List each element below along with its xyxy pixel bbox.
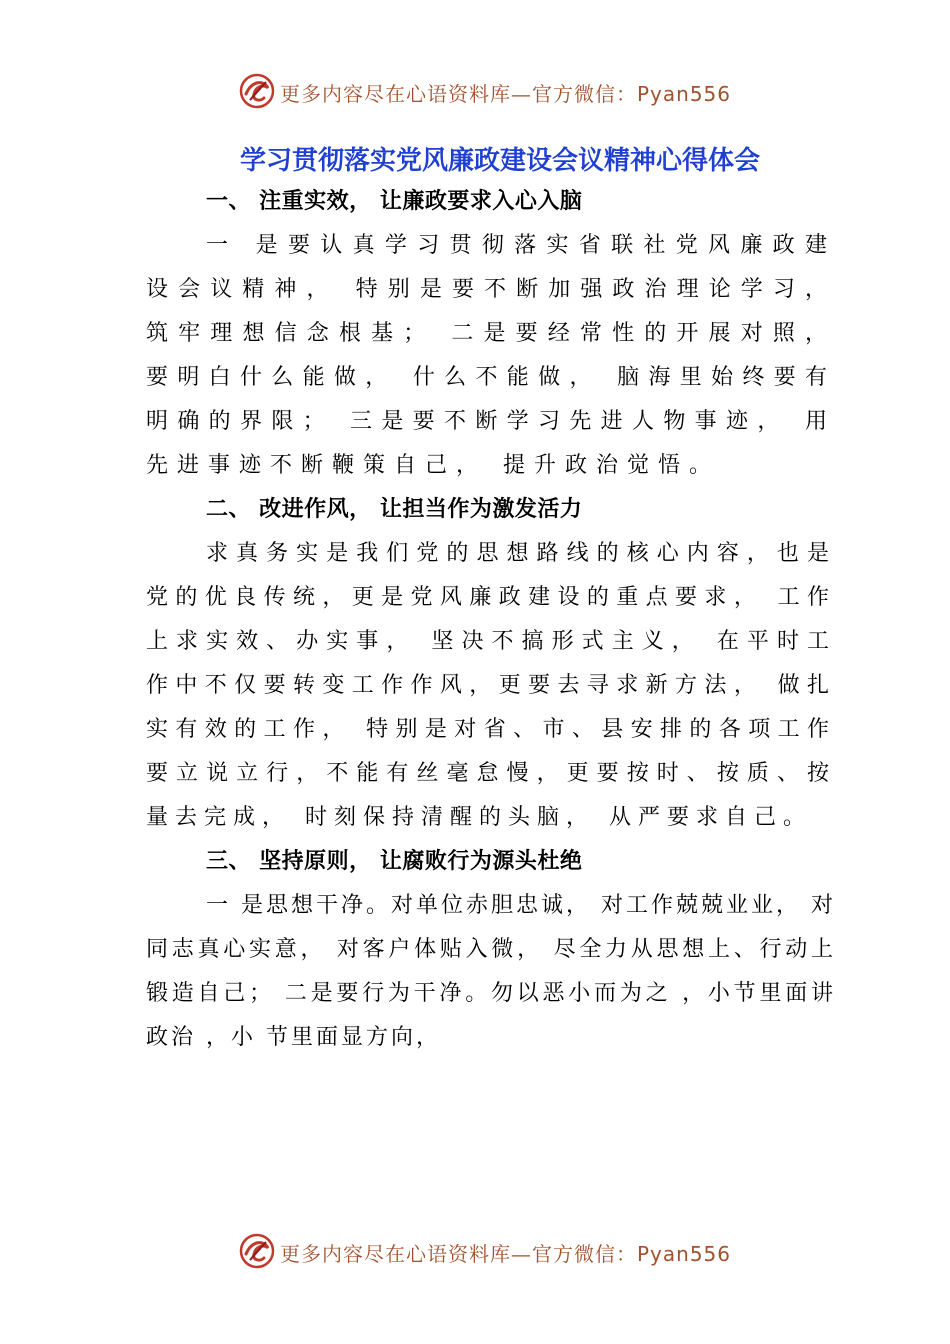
- section-heading-1: 一、 注重实效， 让廉政要求入心入脑: [206, 189, 583, 214]
- wechat-id: Pyan556: [637, 1242, 732, 1266]
- document-body: [146, 180, 836, 1060]
- circle-swirl-logo-icon: [238, 72, 276, 110]
- section-heading-3: 三、 坚持原则， 让腐败行为源头杜绝: [206, 849, 583, 874]
- wechat-id: Pyan556: [637, 82, 732, 106]
- footer-watermark: [0, 1230, 950, 1280]
- section-heading-2: 二、 改进作风， 让担当作为激发活力: [206, 497, 583, 522]
- document-title: 学习贯彻落实党风廉政建设会议精神心得体会: [239, 146, 760, 176]
- section-paragraph-3: 一 是思想干净。对单位赤胆忠诚， 对工作兢兢业业， 对同志真心实意， 对客户体贴入微， 尽全力从思想上、行动上锻造自己； 二是要行为干净。勿以恶小而为之 ，小节里面讲政治 ，小 节里面显方向，: [146, 893, 836, 1050]
- header-watermark: [0, 70, 950, 120]
- circle-swirl-logo-icon: [238, 1232, 276, 1270]
- section-paragraph-2: 求真务实是我们党的思想路线的核心内容，也是党的优良传统，更是党风廉政建设的重点要求， 工作上求实效、办实事， 坚决不搞形式主义， 在平时工作中不仅要转变工作作风，更要去寻求新方法， 做扎实有效的工作， 特别是对省、市、县安排的各项工作要立说立行，不能有丝毫怠慢，更要按时、按质、按量去完成， 时刻保持清醒的头脑， 从严要求自己。: [146, 541, 836, 830]
- watermark-text: 更多内容尽在心语资料库—官方微信：Pyan556: [280, 1242, 732, 1266]
- section-paragraph-1: 一 是要认真学习贯彻落实省联社党风廉政建设会议精神， 特别是要不断加强政治理论学习， 筑牢理想信念根基； 二是要经常性的开展对照， 要明白什么能做， 什么不能做， 脑海里始终要有明确的界限； 三是要不断学习先进人物事迹， 用先进事迹不断鞭策自己， 提升政治觉悟。: [146, 233, 836, 478]
- watermark-text: 更多内容尽在心语资料库—官方微信：Pyan556: [280, 82, 732, 106]
